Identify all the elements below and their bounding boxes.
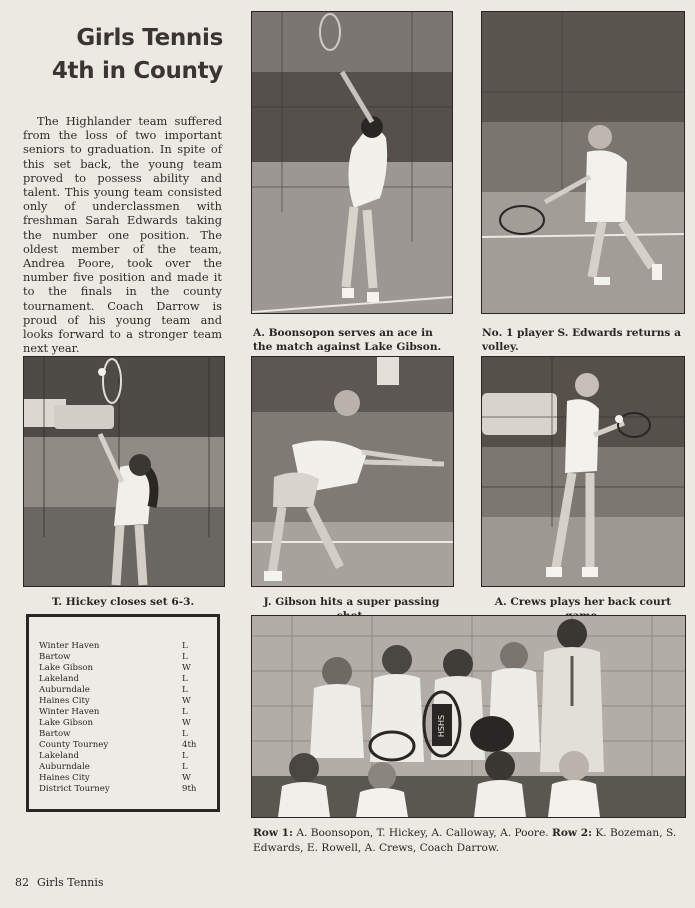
record-row — [39, 718, 214, 729]
row2-names: K. Bozeman, S. Edwards, E. Rowell, A. Crews, Coach Darrow. — [253, 827, 677, 854]
record-opponent: Auburndale — [39, 762, 90, 772]
record-row — [39, 740, 214, 751]
title-line-1: Girls Tennis — [76, 25, 223, 51]
record-opponent: Lake Gibson — [39, 663, 94, 673]
record-result: L — [182, 762, 188, 772]
record-row — [39, 751, 214, 762]
record-result: W — [182, 718, 191, 728]
record-row — [39, 784, 214, 795]
record-opponent: Bartow — [39, 729, 71, 739]
photo-hickey — [23, 356, 225, 587]
page-number: 82 — [15, 876, 29, 889]
record-opponent: Lakeland — [39, 751, 80, 761]
story-text: The Highlander team suffered from the loss of two important seniors to graduation. In spite of this set back, the young team proved to possess ability and talent. This young team consisted only of underclassmen with freshman Sarah Edwards taking the number one position. The oldest member of the team, Andrea Poore, took over the number five position and made it to the finals in the county tournament. Coach Darrow is proud of his young team and looks forward to a stronger team next year. — [23, 114, 222, 356]
record-row — [39, 641, 214, 652]
racket-sign-text: HSHS — [437, 714, 446, 738]
record-row — [39, 674, 214, 685]
record-result: L — [182, 707, 188, 717]
row1-names: A. Boonsopon, T. Hickey, A. Calloway, A. Poore. — [296, 827, 549, 839]
record-result: L — [182, 751, 188, 761]
record-opponent: Haines City — [39, 696, 90, 706]
record-result: L — [182, 641, 188, 651]
title-line-2: 4th in County — [51, 58, 223, 84]
record-row — [39, 685, 214, 696]
row2-label: Row 2: — [552, 827, 592, 839]
photo-team — [251, 615, 686, 818]
record-result: 9th — [182, 784, 197, 794]
season-record-box — [26, 614, 220, 812]
record-result: W — [182, 773, 191, 783]
record-result: L — [182, 652, 188, 662]
caption-hickey: T. Hickey closes set 6-3. — [51, 596, 195, 608]
record-row — [39, 707, 214, 718]
caption-edwards: No. 1 player S. Edwards returns a volley. — [482, 327, 681, 353]
record-opponent: District Tourney — [39, 784, 110, 794]
photo-boonsopon-serve — [251, 11, 453, 314]
caption-boonsopon: A. Boonsopon serves an ace in the match against Lake Gibson. — [253, 327, 442, 353]
record-result: 4th — [182, 740, 197, 750]
record-opponent: Auburndale — [39, 685, 90, 695]
record-row — [39, 773, 214, 784]
team-photo-caption — [253, 826, 685, 856]
record-row — [39, 663, 214, 674]
record-result: L — [182, 685, 188, 695]
record-opponent: Winter Haven — [39, 707, 100, 717]
photo-edwards-volley — [481, 11, 685, 314]
record-opponent: Haines City — [39, 773, 90, 783]
record-result: L — [182, 674, 188, 684]
record-opponent: Lake Gibson — [39, 718, 94, 728]
page-title — [20, 22, 223, 88]
record-result: L — [182, 729, 188, 739]
photo-crews — [481, 356, 685, 587]
footer-section: Girls Tennis — [37, 876, 104, 889]
record-row — [39, 696, 214, 707]
photo-gibson — [251, 356, 454, 587]
record-result: W — [182, 696, 191, 706]
record-opponent: Bartow — [39, 652, 71, 662]
record-result: W — [182, 663, 191, 673]
record-row — [39, 652, 214, 663]
row1-label: Row 1: — [253, 827, 293, 839]
record-opponent: Winter Haven — [39, 641, 100, 651]
record-opponent: Lakeland — [39, 674, 80, 684]
record-row — [39, 729, 214, 740]
page-footer — [15, 876, 112, 889]
caption-crews: A. Crews plays her back court — [494, 596, 672, 608]
record-opponent: County Tourney — [39, 740, 109, 750]
caption-gibson: J. Gibson hits a super passing — [263, 596, 440, 608]
record-row — [39, 762, 214, 773]
